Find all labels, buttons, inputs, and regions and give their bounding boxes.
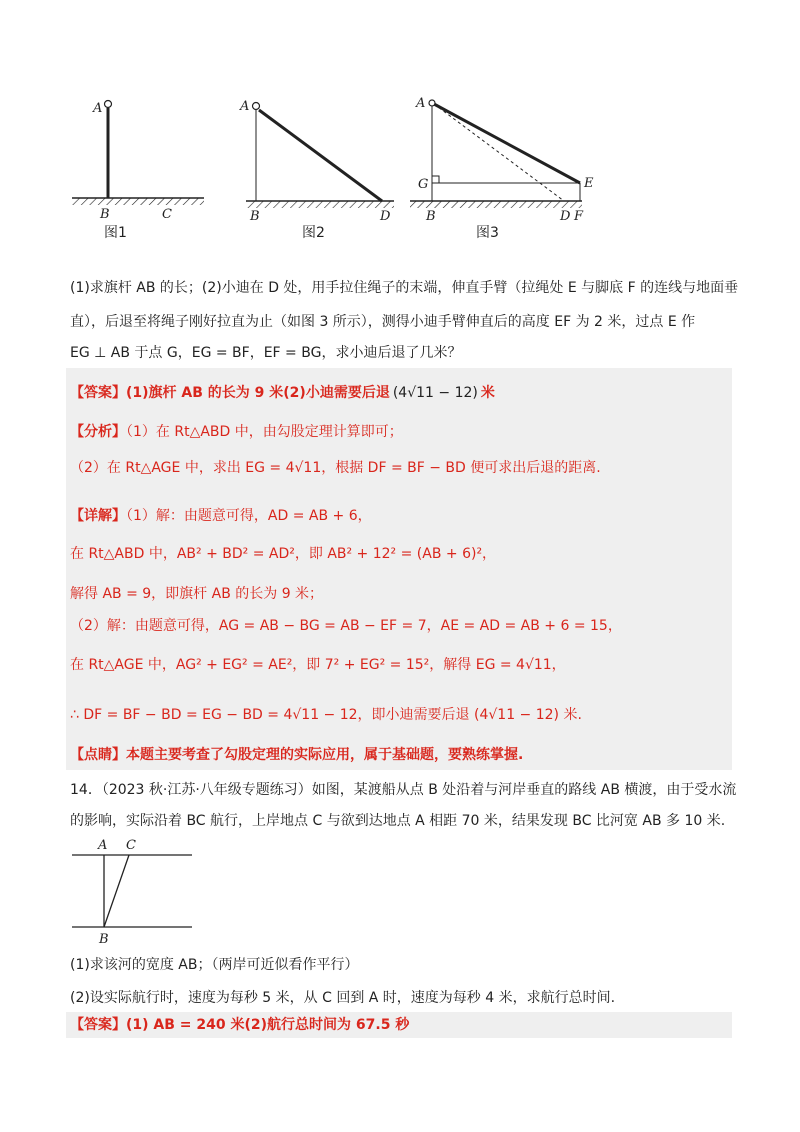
fig1-label-a: A <box>93 101 103 116</box>
figures-top <box>60 90 720 255</box>
figure-3 <box>410 96 594 224</box>
detail-13-line-5: 在 Rt△AGE 中，AG² + EG² = AE²，即 7² + EG² = 15²，解得 EG = 4√11， <box>70 657 566 673</box>
comment-13-text: 本题主要考查了勾股定理的实际应用，属于基础题，要熟练掌握. <box>126 747 524 763</box>
analysis-13-text-1: （1）在 Rt△ABD 中，由勾股定理计算即可； <box>126 424 403 440</box>
q14-line-1: 14．（2023 秋·江苏·八年级专题练习）如图，某渡船从点 B 处沿着与河岸垂直的路线 AB 横渡，由于受水流 <box>70 782 737 798</box>
answer-14 <box>70 1015 409 1035</box>
fig3-label-b: B <box>426 209 436 224</box>
fig3-label-g: G <box>418 177 429 192</box>
q13-line-2: 直），后退至将绳子刚好拉直为止（如图 3 所示），测得小迪手臂伸直后的高度 EF 为 2 米，过点 E 作 <box>70 314 696 330</box>
figure-2-caption: 图2 <box>302 225 325 241</box>
detail-13-line-1 <box>70 506 372 526</box>
answer-14-text: (1) AB = 240 米(2)航行总时间为 67.5 秒 <box>126 1017 410 1033</box>
fig3-label-a: A <box>416 96 426 111</box>
q13-line-3: EG ⊥ AB 于点 G，EG = BF，EF = BG，求小迪后退了几米？ <box>70 345 462 361</box>
answer-13-expr: (4√11 − 12) <box>392 385 478 401</box>
fig3-label-d: D <box>560 209 571 224</box>
answer-13 <box>70 383 495 403</box>
q14-sub-2: (2)设实际航行时，速度为每秒 5 米，从 C 回到 A 时，速度为每秒 4 米，求航行总时间. <box>70 990 616 1006</box>
detail-13-line-4: （2）解：由题意可得，AG = AB − BG = AB − EF = 7，AE = AD = AB + 6 = 15， <box>70 618 622 634</box>
comment-13 <box>70 745 523 765</box>
fig1-label-c: C <box>162 207 172 222</box>
detail-13-text-1: （1）解：由题意可得，AD = AB + 6， <box>126 508 372 524</box>
river-label-b: B <box>99 932 109 945</box>
fig2-label-a: A <box>240 99 250 114</box>
q14-sub-1: (1)求该河的宽度 AB；（两岸可近似看作平行） <box>70 957 359 973</box>
fig2-label-b: B <box>250 209 260 224</box>
figure-1-caption: 图1 <box>104 225 127 241</box>
fig2-label-d: D <box>380 209 391 224</box>
figure-3-caption: 图3 <box>476 225 499 241</box>
figure-2 <box>239 99 394 224</box>
answer-14-tag: 【答案】 <box>70 1017 126 1033</box>
answer-13-tag: 【答案】 <box>70 385 126 401</box>
answer-13-unit: 米 <box>480 385 495 401</box>
answer-13-text: (1)旗杆 AB 的长为 9 米(2)小迪需要后退 <box>126 385 390 401</box>
detail-13-tag: 【详解】 <box>70 508 126 524</box>
fig1-label-b: B <box>100 207 110 222</box>
fig3-label-e: E <box>584 176 594 191</box>
figure-river <box>70 835 200 945</box>
river-label-c: C <box>126 838 136 853</box>
detail-13-line-2: 在 Rt△ABD 中，AB² + BD² = AD²，即 AB² + 12² = (AB + 6)²， <box>70 546 497 562</box>
fig3-label-f: F <box>574 209 584 224</box>
q14-line-2: 的影响，实际沿着 BC 航行，上岸地点 C 与欲到达地点 A 相距 70 米，结果发现 BC 比河宽 AB 多 10 米. <box>70 813 726 829</box>
detail-13-line-3: 解得 AB = 9，即旗杆 AB 的长为 9 米； <box>70 586 324 602</box>
river-label-a: A <box>98 838 108 853</box>
q13-line-1: (1)求旗杆 AB 的长；(2)小迪在 D 处，用手拉住绳子的末端，伸直手臂（拉绳处 E 与脚底 F 的连线与地面垂 <box>70 280 739 296</box>
analysis-13-line-2: （2）在 Rt△AGE 中，求出 EG = 4√11，根据 DF = BF − BD 便可求出后退的距离. <box>70 460 601 476</box>
analysis-13-line-1 <box>70 422 403 442</box>
detail-13-line-6: ∴ DF = BF − BD = EG − BD = 4√11 − 12，即小迪需要后退 (4√11 − 12) 米. <box>70 707 582 723</box>
analysis-13-tag: 【分析】 <box>70 424 126 440</box>
comment-13-tag: 【点睛】 <box>70 747 126 763</box>
figure-1 <box>72 101 204 223</box>
